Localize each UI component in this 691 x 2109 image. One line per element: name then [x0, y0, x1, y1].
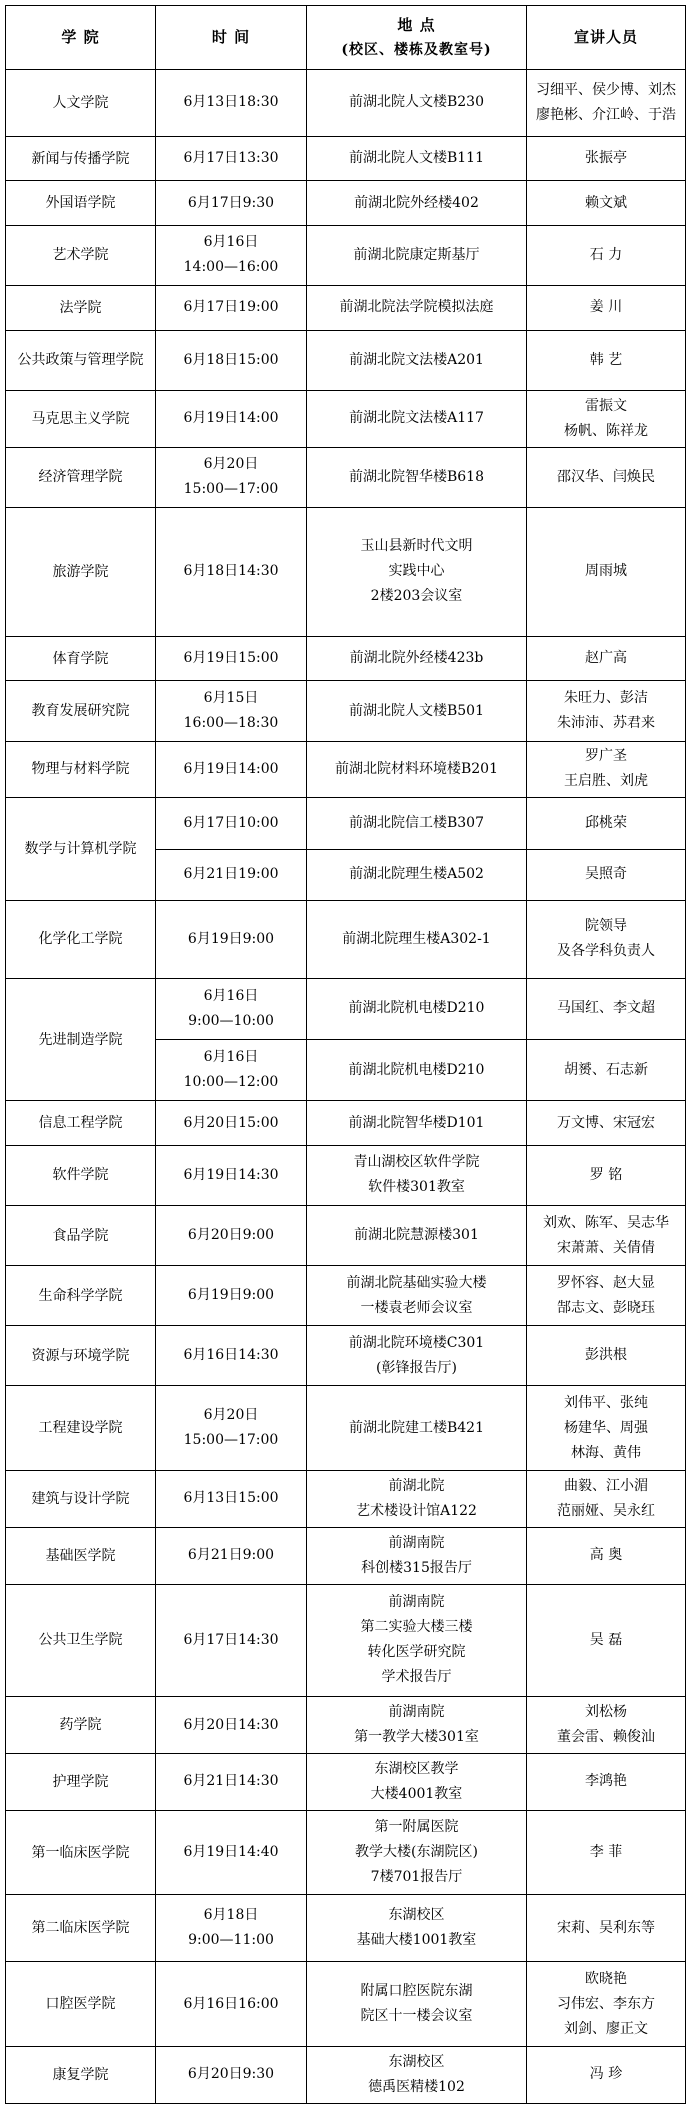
time-line: 6月19日14:30 — [183, 1166, 279, 1183]
location-line: 前湖北院机电楼D210 — [348, 1061, 485, 1078]
speakers-cell — [527, 1266, 686, 1326]
location-line: 前湖北院外经楼402 — [354, 194, 479, 211]
college-cell: 第二临床医学院 — [6, 1895, 156, 1962]
time-line: 6月16日14:30 — [183, 1347, 279, 1364]
location-line: 前湖南院 — [388, 1534, 445, 1551]
time-line: 9:00—11:00 — [188, 1932, 274, 1949]
time-line: 6月19日14:00 — [183, 410, 279, 427]
college-cell: 软件学院 — [6, 1145, 156, 1205]
table-row — [6, 330, 686, 390]
location-cell — [307, 136, 527, 181]
table-row — [6, 507, 686, 636]
time-cell — [156, 1810, 307, 1895]
time-cell — [156, 798, 307, 849]
college-cell: 旅游学院 — [6, 507, 156, 636]
location-cell — [307, 1962, 527, 2047]
time-line: 6月18日15:00 — [183, 351, 279, 368]
location-cell — [307, 1101, 527, 1146]
speakers-cell — [527, 286, 686, 331]
table-row — [6, 1326, 686, 1386]
college-cell: 数学与计算机学院 — [6, 798, 156, 900]
time-line: 6月18日 — [203, 1907, 259, 1924]
location-cell — [307, 286, 527, 331]
header-college: 学 院 — [6, 6, 156, 70]
speakers-line: 习细平、侯少博、刘杰 — [536, 81, 676, 98]
location-cell — [307, 798, 527, 849]
college-cell: 药学院 — [6, 1697, 156, 1754]
speakers-cell — [527, 330, 686, 390]
location-line: 东湖校区 — [388, 2053, 445, 2070]
speakers-cell — [527, 900, 686, 978]
time-cell — [156, 70, 307, 137]
speakers-cell — [527, 741, 686, 798]
college-cell: 公共政策与管理学院 — [6, 330, 156, 390]
speakers-cell — [527, 225, 686, 285]
table-row — [6, 136, 686, 181]
speakers-cell — [527, 2046, 686, 2103]
table-row — [6, 1810, 686, 1895]
speakers-cell — [527, 1145, 686, 1205]
table-row — [6, 181, 686, 226]
time-line: 16:00—18:30 — [183, 715, 279, 731]
location-line: 前湖北院智华楼D101 — [348, 1114, 485, 1131]
time-cell — [156, 181, 307, 226]
time-cell — [156, 1895, 307, 1962]
time-line: 6月20日15:00 — [183, 1114, 279, 1131]
speakers-line: 刘欢、陈军、吴志华 — [543, 1214, 669, 1231]
table-row — [6, 1895, 686, 1962]
college-cell: 食品学院 — [6, 1206, 156, 1266]
speakers-cell — [527, 849, 686, 900]
speakers-line: 李 菲 — [589, 1844, 623, 1861]
speakers-cell — [527, 181, 686, 226]
table-row — [6, 1206, 686, 1266]
time-line: 6月19日14:00 — [183, 760, 279, 777]
location-line: 前湖北院人文楼B230 — [348, 94, 484, 111]
header-location — [307, 6, 527, 70]
time-cell — [156, 1697, 307, 1754]
schedule-table — [5, 5, 686, 2104]
speakers-line: 罗广圣 — [585, 748, 627, 765]
table-row — [6, 1101, 686, 1146]
speakers-line: 李鸿艳 — [585, 1773, 627, 1790]
time-cell — [156, 136, 307, 181]
speakers-line: 欧晓艳 — [585, 1970, 627, 1987]
time-line: 6月16日 — [203, 987, 259, 1004]
table-row — [6, 681, 686, 741]
time-line: 6月20日 — [203, 456, 259, 473]
college-cell: 化学化工学院 — [6, 900, 156, 978]
speakers-line: 宋莉、吴利东等 — [557, 1919, 655, 1936]
time-line: 6月16日 — [203, 1049, 259, 1066]
location-cell — [307, 1471, 527, 1528]
time-line: 6月20日9:30 — [187, 2066, 275, 2083]
location-line: 科创楼315报告厅 — [361, 1559, 472, 1576]
time-cell — [156, 286, 307, 331]
time-cell — [156, 2046, 307, 2103]
table-row — [6, 1753, 686, 1810]
speakers-cell — [527, 1326, 686, 1386]
time-line: 6月21日9:00 — [187, 1547, 275, 1564]
speakers-cell — [527, 136, 686, 181]
speakers-cell — [527, 1753, 686, 1810]
time-cell — [156, 1753, 307, 1810]
location-line: 前湖北院理生楼A302-1 — [342, 930, 491, 947]
location-line: 前湖北院材料环境楼B201 — [334, 760, 498, 777]
location-line: 院区十一楼会议室 — [360, 2008, 473, 2025]
location-line: (彰锋报告厅) — [376, 1359, 457, 1376]
speakers-cell — [527, 798, 686, 849]
speakers-line: 石 力 — [589, 246, 623, 263]
time-line: 6月20日9:00 — [187, 1227, 275, 1244]
location-line: 2楼203会议室 — [370, 588, 463, 605]
location-line: 前湖北院康定斯基厅 — [353, 246, 480, 263]
college-cell: 人文学院 — [6, 70, 156, 137]
speakers-cell — [527, 1206, 686, 1266]
speakers-line: 郜志文、彭晓珏 — [557, 1299, 655, 1316]
speakers-cell — [527, 1895, 686, 1962]
time-line: 6月19日15:00 — [183, 650, 279, 667]
speakers-line: 万文博、宋冠宏 — [557, 1114, 655, 1131]
time-line: 6月20日 — [203, 1407, 259, 1424]
location-line: 第一教学大楼301室 — [354, 1729, 479, 1746]
location-line: 学术报告厅 — [381, 1669, 452, 1686]
table-row — [6, 447, 686, 507]
table-body — [6, 70, 686, 2104]
speakers-line: 韩 艺 — [589, 351, 623, 368]
college-cell: 口腔医学院 — [6, 1962, 156, 2047]
speakers-line: 吴 磊 — [589, 1631, 623, 1648]
time-line: 6月17日14:30 — [183, 1631, 279, 1648]
time-cell — [156, 978, 307, 1039]
location-line: 德禹医精楼102 — [368, 2078, 465, 2095]
college-cell: 艺术学院 — [6, 225, 156, 285]
time-line: 10:00—12:00 — [183, 1074, 279, 1091]
time-line: 6月13日15:00 — [183, 1490, 279, 1507]
location-line: 前湖北院人文楼B501 — [348, 702, 484, 719]
time-cell — [156, 1584, 307, 1697]
college-cell: 生命科学学院 — [6, 1266, 156, 1326]
speakers-cell — [527, 1040, 686, 1101]
location-line: 玉山县新时代文明 — [360, 538, 473, 555]
location-line: 前湖北院 — [388, 1477, 445, 1494]
location-line: 前湖南院 — [388, 1594, 445, 1611]
location-cell — [307, 330, 527, 390]
location-cell — [307, 2046, 527, 2103]
speakers-line: 杨建华、周强 — [564, 1419, 648, 1436]
college-cell: 马克思主义学院 — [6, 390, 156, 447]
time-line: 15:00—17:00 — [183, 1432, 279, 1449]
location-line: 前湖北院外经楼423b — [349, 650, 484, 667]
location-line: 前湖南院 — [388, 1704, 445, 1721]
location-cell — [307, 681, 527, 741]
speakers-line: 朱沛沛、苏君来 — [557, 715, 655, 731]
location-cell — [307, 741, 527, 798]
location-cell — [307, 849, 527, 900]
college-cell: 新闻与传播学院 — [6, 136, 156, 181]
college-cell: 建筑与设计学院 — [6, 1471, 156, 1528]
speakers-line: 及各学科负责人 — [557, 943, 655, 960]
speakers-cell — [527, 1584, 686, 1697]
header-speakers: 宣讲人员 — [527, 6, 686, 70]
college-cell: 教育发展研究院 — [6, 681, 156, 741]
speakers-cell — [527, 978, 686, 1039]
table-row — [6, 1584, 686, 1697]
table-row — [6, 1386, 686, 1471]
location-line: 东湖校区 — [388, 1907, 445, 1924]
speakers-line: 范丽娅、吴永红 — [557, 1502, 655, 1519]
table-row — [6, 70, 686, 137]
header-location-line2: (校区、楼栋及教室号) — [341, 41, 492, 58]
time-line: 6月17日19:00 — [183, 299, 279, 316]
location-line: 基础大楼1001教室 — [356, 1932, 477, 1949]
location-cell — [307, 1527, 527, 1584]
speakers-line: 邵汉华、闫焕民 — [557, 468, 655, 485]
table-row — [6, 741, 686, 798]
time-line: 6月19日9:00 — [187, 1287, 275, 1304]
time-cell — [156, 507, 307, 636]
time-cell — [156, 1386, 307, 1471]
college-cell: 法学院 — [6, 286, 156, 331]
location-cell — [307, 900, 527, 978]
speakers-cell — [527, 681, 686, 741]
time-cell — [156, 330, 307, 390]
time-line: 14:00—16:00 — [183, 259, 279, 276]
table-row — [6, 1471, 686, 1528]
college-cell: 外国语学院 — [6, 181, 156, 226]
time-line: 6月21日19:00 — [183, 866, 279, 883]
speakers-line: 罗怀容、赵大显 — [557, 1274, 655, 1291]
location-line: 前湖北院文法楼A201 — [349, 351, 484, 368]
college-cell: 公共卫生学院 — [6, 1584, 156, 1697]
college-cell: 物理与材料学院 — [6, 741, 156, 798]
location-line: 教学大楼(东湖院区) — [355, 1844, 478, 1861]
location-cell — [307, 1753, 527, 1810]
time-cell — [156, 1471, 307, 1528]
time-line: 15:00—17:00 — [183, 481, 279, 498]
location-line: 前湖北院理生楼A502 — [349, 866, 484, 883]
speakers-cell — [527, 636, 686, 681]
time-line: 6月15日 — [203, 690, 259, 706]
table-row — [6, 636, 686, 681]
table-row — [6, 978, 686, 1039]
table-row — [6, 900, 686, 978]
table-row — [6, 1527, 686, 1584]
college-cell: 经济管理学院 — [6, 447, 156, 507]
time-line: 6月17日13:30 — [183, 150, 279, 167]
speakers-line: 刘伟平、张纯 — [564, 1394, 648, 1411]
college-cell: 护理学院 — [6, 1753, 156, 1810]
location-cell — [307, 1895, 527, 1962]
time-cell — [156, 849, 307, 900]
table-row — [6, 1697, 686, 1754]
speakers-cell — [527, 70, 686, 137]
time-line: 9:00—10:00 — [188, 1012, 274, 1029]
speakers-line: 罗 铭 — [589, 1166, 623, 1183]
speakers-line: 董会雷、赖俊汕 — [557, 1729, 655, 1746]
speakers-line: 高 奥 — [589, 1547, 623, 1564]
location-cell — [307, 390, 527, 447]
location-line: 青山湖校区软件学院 — [353, 1154, 480, 1171]
speakers-line: 廖艳彬、介江岭、于浩 — [536, 106, 676, 123]
table-row — [6, 2046, 686, 2103]
speakers-line: 雷振文 — [585, 397, 627, 414]
speakers-line: 姜 川 — [589, 299, 623, 316]
speakers-line: 张振亭 — [585, 150, 627, 167]
speakers-line: 吴照奇 — [585, 866, 627, 883]
table-row — [6, 390, 686, 447]
location-cell — [307, 70, 527, 137]
location-cell — [307, 181, 527, 226]
college-cell: 体育学院 — [6, 636, 156, 681]
speakers-line: 邱桃荣 — [585, 814, 627, 831]
speakers-cell — [527, 1527, 686, 1584]
college-cell: 先进制造学院 — [6, 978, 156, 1101]
header-row — [6, 6, 686, 70]
speakers-line: 冯 珍 — [589, 2066, 623, 2083]
location-cell — [307, 1266, 527, 1326]
college-cell: 第一临床医学院 — [6, 1810, 156, 1895]
speakers-cell — [527, 1810, 686, 1895]
time-line: 6月16日16:00 — [183, 1995, 279, 2012]
speakers-cell — [527, 447, 686, 507]
speakers-line: 马国红、李文超 — [557, 1000, 655, 1017]
time-cell — [156, 390, 307, 447]
location-line: 大楼4001教室 — [370, 1785, 463, 1802]
time-line: 6月19日9:00 — [187, 930, 275, 947]
time-cell — [156, 681, 307, 741]
time-line: 6月13日18:30 — [183, 94, 279, 111]
speakers-cell — [527, 390, 686, 447]
college-cell: 基础医学院 — [6, 1527, 156, 1584]
location-line: 前湖北院慧源楼301 — [354, 1227, 479, 1244]
time-cell — [156, 1040, 307, 1101]
table-row — [6, 798, 686, 849]
location-line: 转化医学研究院 — [367, 1644, 466, 1661]
location-cell — [307, 1810, 527, 1895]
location-cell — [307, 225, 527, 285]
time-cell — [156, 741, 307, 798]
time-line: 6月17日10:00 — [183, 814, 279, 831]
table-row — [6, 225, 686, 285]
time-cell — [156, 1206, 307, 1266]
location-cell — [307, 447, 527, 507]
speakers-line: 宋萧萧、关倩倩 — [557, 1239, 655, 1256]
college-cell: 工程建设学院 — [6, 1386, 156, 1471]
location-cell — [307, 507, 527, 636]
time-line: 6月16日 — [203, 234, 259, 251]
college-cell: 康复学院 — [6, 2046, 156, 2103]
speakers-line: 刘松杨 — [585, 1704, 627, 1721]
speakers-line: 周雨城 — [585, 563, 627, 580]
time-cell — [156, 1527, 307, 1584]
college-cell: 资源与环境学院 — [6, 1326, 156, 1386]
speakers-line: 赵广高 — [585, 650, 627, 667]
time-cell — [156, 225, 307, 285]
location-cell — [307, 1326, 527, 1386]
location-line: 前湖北院基础实验大楼 — [346, 1274, 487, 1291]
location-cell — [307, 978, 527, 1039]
location-line: 艺术楼设计馆A122 — [356, 1502, 477, 1519]
time-cell — [156, 447, 307, 507]
speakers-line: 赖文斌 — [585, 194, 627, 211]
time-cell — [156, 1962, 307, 2047]
location-line: 前湖北院法学院模拟法庭 — [339, 299, 494, 316]
location-line: 东湖校区教学 — [374, 1760, 459, 1777]
time-line: 6月20日14:30 — [183, 1716, 279, 1733]
speakers-line: 彭洪根 — [585, 1347, 627, 1364]
time-line: 6月18日14:30 — [183, 563, 279, 580]
speakers-cell — [527, 507, 686, 636]
time-cell — [156, 636, 307, 681]
location-line: 前湖北院智华楼B618 — [348, 468, 484, 485]
table-row — [6, 1145, 686, 1205]
speakers-cell — [527, 1101, 686, 1146]
header-location-line1: 地 点 — [397, 15, 436, 34]
speakers-cell — [527, 1697, 686, 1754]
speakers-line: 院领导 — [585, 918, 627, 935]
location-line: 第二实验大楼三楼 — [360, 1619, 473, 1636]
header-time: 时 间 — [156, 6, 307, 70]
speakers-cell — [527, 1471, 686, 1528]
time-line: 6月19日14:40 — [183, 1844, 279, 1861]
location-line: 软件楼301教室 — [368, 1179, 465, 1196]
speakers-cell — [527, 1962, 686, 2047]
speakers-line: 王启胜、刘虎 — [564, 773, 648, 790]
table-row — [6, 286, 686, 331]
speakers-line: 刘剑、廖正文 — [564, 2020, 648, 2037]
location-line: 第一附属医院 — [374, 1819, 459, 1836]
location-line: 实践中心 — [388, 563, 445, 580]
location-line: 前湖北院建工楼B421 — [348, 1419, 484, 1436]
time-line: 6月17日9:30 — [187, 194, 275, 211]
time-cell — [156, 1326, 307, 1386]
location-cell — [307, 1386, 527, 1471]
location-cell — [307, 1145, 527, 1205]
table-row — [6, 1962, 686, 2047]
location-line: 前湖北院人文楼B111 — [348, 150, 484, 167]
time-cell — [156, 900, 307, 978]
speakers-line: 林海、黄伟 — [571, 1444, 641, 1461]
speakers-line: 曲毅、江小湄 — [564, 1477, 648, 1494]
time-cell — [156, 1266, 307, 1326]
speakers-line: 朱旺力、彭洁 — [564, 690, 648, 706]
speakers-line: 习伟宏、李东方 — [557, 1995, 655, 2012]
time-line: 6月21日14:30 — [183, 1773, 279, 1790]
location-cell — [307, 1584, 527, 1697]
location-cell — [307, 1206, 527, 1266]
speakers-line: 胡赟、石志新 — [564, 1061, 648, 1078]
location-cell — [307, 1697, 527, 1754]
speakers-line: 杨帆、陈祥龙 — [564, 422, 648, 439]
location-line: 前湖北院文法楼A117 — [349, 410, 484, 427]
location-line: 前湖北院机电楼D210 — [348, 1000, 485, 1017]
location-line: 一楼袁老师会议室 — [360, 1299, 473, 1316]
speakers-cell — [527, 1386, 686, 1471]
table-row — [6, 1266, 686, 1326]
location-line: 附属口腔医院东湖 — [360, 1983, 473, 2000]
location-line: 前湖北院环境楼C301 — [348, 1334, 485, 1351]
location-cell — [307, 1040, 527, 1101]
location-line: 前湖北院信工楼B307 — [348, 814, 484, 831]
college-cell: 信息工程学院 — [6, 1101, 156, 1146]
time-cell — [156, 1145, 307, 1205]
location-cell — [307, 636, 527, 681]
location-line: 7楼701报告厅 — [370, 1869, 463, 1886]
time-cell — [156, 1101, 307, 1146]
